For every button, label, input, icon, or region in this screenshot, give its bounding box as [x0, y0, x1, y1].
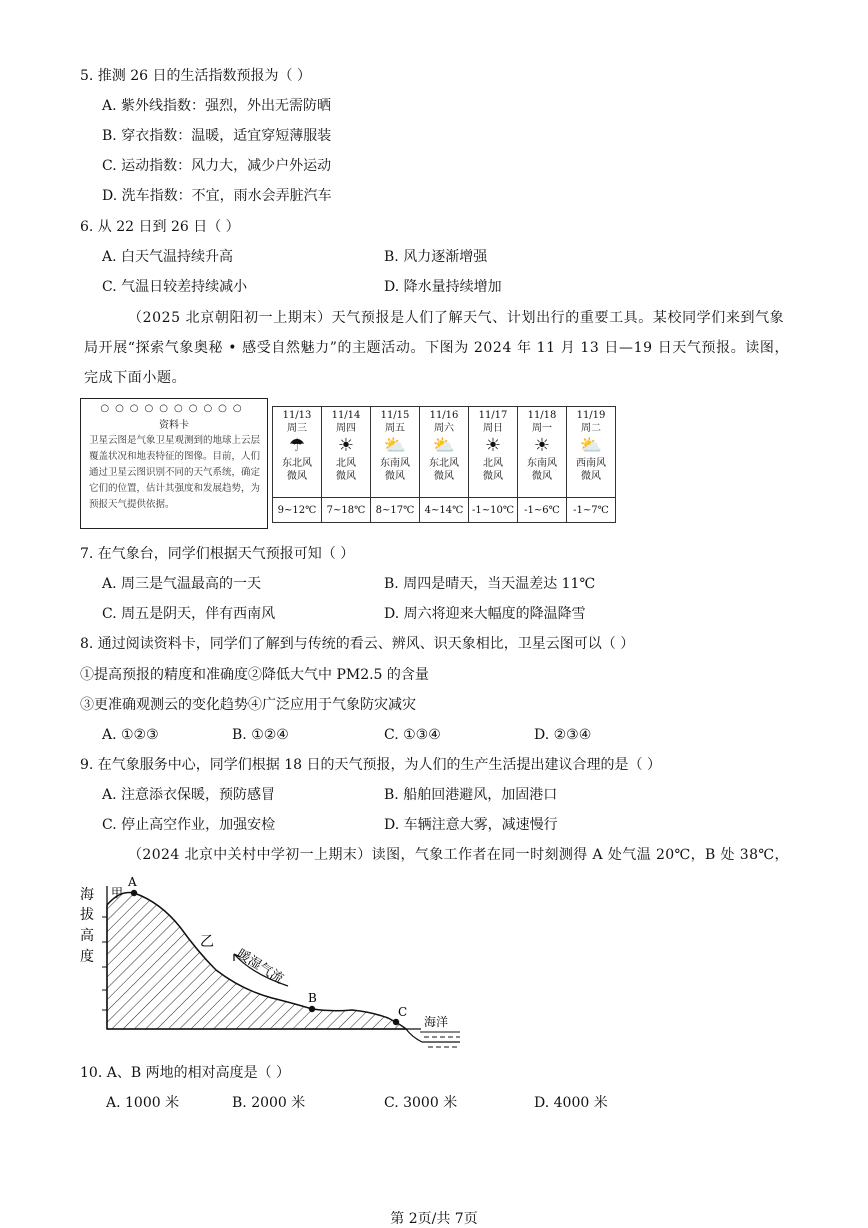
y-axis-label-3: 高 [80, 928, 94, 944]
forecast-day [469, 407, 518, 498]
forecast-date: 11/13 [282, 410, 312, 421]
resource-card-body: 卫星云图是气象卫星观测到的地球上云层覆盖状况和地表特征的图像。目前，人们通过卫星云图识别不同的天气系统，确定它们的位置，估计其强度和发展趋势，为预报天气提供依据。 [89, 435, 261, 510]
q5-option-c[interactable]: C. 运动指数：风力大，减少户外运动 [102, 158, 332, 174]
y-axis-label-4: 度 [80, 949, 94, 965]
forecast-wind-force: 微风 [581, 471, 601, 482]
point-a-marker [131, 890, 137, 896]
ocean-shore [406, 1029, 460, 1042]
q8-statement-2: ③更准确观测云的变化趋势④广泛应用于气象防灾减灾 [80, 697, 416, 713]
forecast-wind-force: 微风 [385, 471, 405, 482]
forecast-temperature: -1~7℃ [567, 498, 616, 523]
y-axis-label-2: 拔 [80, 907, 94, 923]
q8-option-a[interactable]: A. ①②③ [102, 727, 159, 743]
forecast-date: 11/17 [478, 410, 508, 421]
q10-option-b[interactable]: B. 2000 米 [232, 1095, 306, 1111]
partly-cloudy-icon: ⛅ [383, 435, 407, 456]
label-ocean: 海洋 [424, 1015, 449, 1029]
question-6-stem: 6. 从 22 日到 26 日（ ） [80, 219, 240, 235]
forecast-wind-direction: 北风 [336, 458, 356, 469]
question-5-stem: 5. 推测 26 日的生活指数预报为（ ） [80, 68, 311, 84]
forecast-weekday: 周五 [385, 423, 405, 434]
forecast-day [273, 407, 322, 498]
question-8-stem: 8. 通过阅读资料卡，同学们了解到与传统的看云、辨风、识天象相比，卫星云图可以（ ） [80, 636, 635, 652]
forecast-wind-direction: 东南风 [527, 458, 557, 469]
forecast-wind-force: 微风 [434, 471, 454, 482]
question-10-stem: 10. A、B 两地的相对高度是（ ） [80, 1065, 291, 1081]
q10-option-d[interactable]: D. 4000 米 [534, 1095, 608, 1111]
forecast-date: 11/16 [429, 410, 459, 421]
q7-option-a[interactable]: A. 周三是气温最高的一天 [102, 576, 262, 592]
q6-option-d[interactable]: D. 降水量持续增加 [384, 279, 502, 295]
forecast-weekday: 周四 [336, 423, 356, 434]
q5-option-b[interactable]: B. 穿衣指数：温暖，适宜穿短薄服装 [102, 128, 332, 144]
label-jia: 甲 [111, 886, 124, 900]
forecast-weekday: 周三 [287, 423, 307, 434]
label-warm-moist-airflow: 暖湿气流 [233, 946, 286, 987]
forecast-weekday: 周一 [532, 423, 552, 434]
q10-option-c[interactable]: C. 3000 米 [384, 1095, 458, 1111]
label-c: C [398, 1005, 408, 1019]
forecast-temperature: 7~18℃ [322, 498, 371, 523]
page-footer: 第 2页/共 7页 [390, 1211, 478, 1227]
forecast-day [371, 407, 420, 498]
forecast-wind-force: 微风 [483, 471, 503, 482]
q9-option-b[interactable]: B. 船舶回港避风，加固港口 [384, 787, 558, 803]
forecast-temperature: -1~10℃ [469, 498, 518, 523]
forecast-date: 11/19 [576, 410, 606, 421]
resource-card [80, 398, 268, 529]
point-c-marker [393, 1019, 399, 1025]
sun-icon: ☀ [337, 435, 355, 456]
forecast-temperature: -1~6℃ [518, 498, 567, 523]
q6-option-b[interactable]: B. 风力逐渐增强 [384, 249, 488, 265]
forecast-day [420, 407, 469, 498]
q9-option-a[interactable]: A. 注意添衣保暖，预防感冒 [102, 787, 276, 803]
forecast-temperature: 9~12℃ [273, 498, 322, 523]
forecast-temperature: 4~14℃ [420, 498, 469, 523]
forecast-wind-direction: 东北风 [429, 458, 459, 469]
q6-option-c[interactable]: C. 气温日较差持续减小 [102, 279, 248, 295]
forecast-day [518, 407, 567, 498]
q8-option-c[interactable]: C. ①③④ [384, 727, 441, 743]
passage-intro-1: （2025 北京朝阳初一上期末）天气预报是人们了解天气、计划出行的重要工具。某校同学们来到气象局开展“探索气象奥秘 • 感受自然魅力”的主题活动。下图为 2024 年 11 月 13 日—19 日天气预报。读图，完成下面小题。 [84, 310, 790, 386]
terrain-cross-section-diagram [76, 872, 476, 1057]
y-axis-label-1: 海 [80, 887, 94, 903]
q6-option-a[interactable]: A. 白天气温持续升高 [102, 249, 234, 265]
q9-option-c[interactable]: C. 停止高空作业，加强安检 [102, 817, 276, 833]
forecast-temperature: 8~17℃ [371, 498, 420, 523]
q8-statement-1: ①提高预报的精度和准确度②降低大气中 PM2.5 的含量 [80, 667, 429, 683]
forecast-weekday: 周二 [581, 423, 601, 434]
q8-option-b[interactable]: B. ①②④ [232, 727, 289, 743]
label-a: A [128, 875, 137, 889]
forecast-wind-direction: 北风 [483, 458, 503, 469]
q7-option-d[interactable]: D. 周六将迎来大幅度的降温降雪 [384, 606, 586, 622]
label-yi: 乙 [200, 934, 214, 950]
partly-cloudy-icon: ⛅ [432, 435, 456, 456]
forecast-weekday: 周六 [434, 423, 454, 434]
forecast-wind-force: 微风 [287, 471, 307, 482]
resource-card-title: 资料卡 [159, 420, 189, 431]
forecast-wind-force: 微风 [336, 471, 356, 482]
sun-icon: ☀ [533, 435, 551, 456]
binder-holes: ○○○○○○○○○○ [100, 403, 248, 414]
q5-option-d[interactable]: D. 洗车指数：不宜，雨水会弄脏汽车 [102, 188, 332, 204]
passage-intro-2: （2024 北京中关村中学初一上期末）读图，气象工作者在同一时刻测得 A 处气温 20℃，B 处 38℃， [128, 847, 789, 863]
question-9-stem: 9. 在气象服务中心，同学们根据 18 日的天气预报，为人们的生产生活提出建议合理的是（ ） [80, 757, 661, 773]
q7-option-b[interactable]: B. 周四是晴天，当天温差达 11℃ [384, 576, 596, 592]
forecast-date: 11/14 [331, 410, 361, 421]
forecast-day [567, 407, 616, 498]
label-b: B [308, 991, 317, 1005]
forecast-weekday: 周日 [483, 423, 503, 434]
q7-option-c[interactable]: C. 周五是阴天，伴有西南风 [102, 606, 276, 622]
forecast-wind-direction: 西南风 [576, 458, 606, 469]
forecast-wind-force: 微风 [532, 471, 552, 482]
q5-option-a[interactable]: A. 紫外线指数：强烈，外出无需防晒 [102, 98, 332, 114]
point-b-marker [309, 1006, 315, 1012]
forecast-date: 11/15 [380, 410, 410, 421]
sun-icon: ☀ [484, 435, 502, 456]
q8-option-d[interactable]: D. ②③④ [534, 727, 592, 743]
partly-cloudy-icon: ⛅ [579, 435, 603, 456]
forecast-wind-direction: 东南风 [380, 458, 410, 469]
weather-forecast-table [272, 406, 616, 523]
q10-option-a[interactable]: A. 1000 米 [106, 1095, 180, 1111]
forecast-day [322, 407, 371, 498]
q9-option-d[interactable]: D. 车辆注意大雾，减速慢行 [384, 817, 558, 833]
rain-cloud-icon: ☂ [288, 435, 306, 456]
forecast-wind-direction: 东北风 [282, 458, 312, 469]
forecast-date: 11/18 [527, 410, 557, 421]
question-7-stem: 7. 在气象台，同学们根据天气预报可知（ ） [80, 546, 355, 562]
